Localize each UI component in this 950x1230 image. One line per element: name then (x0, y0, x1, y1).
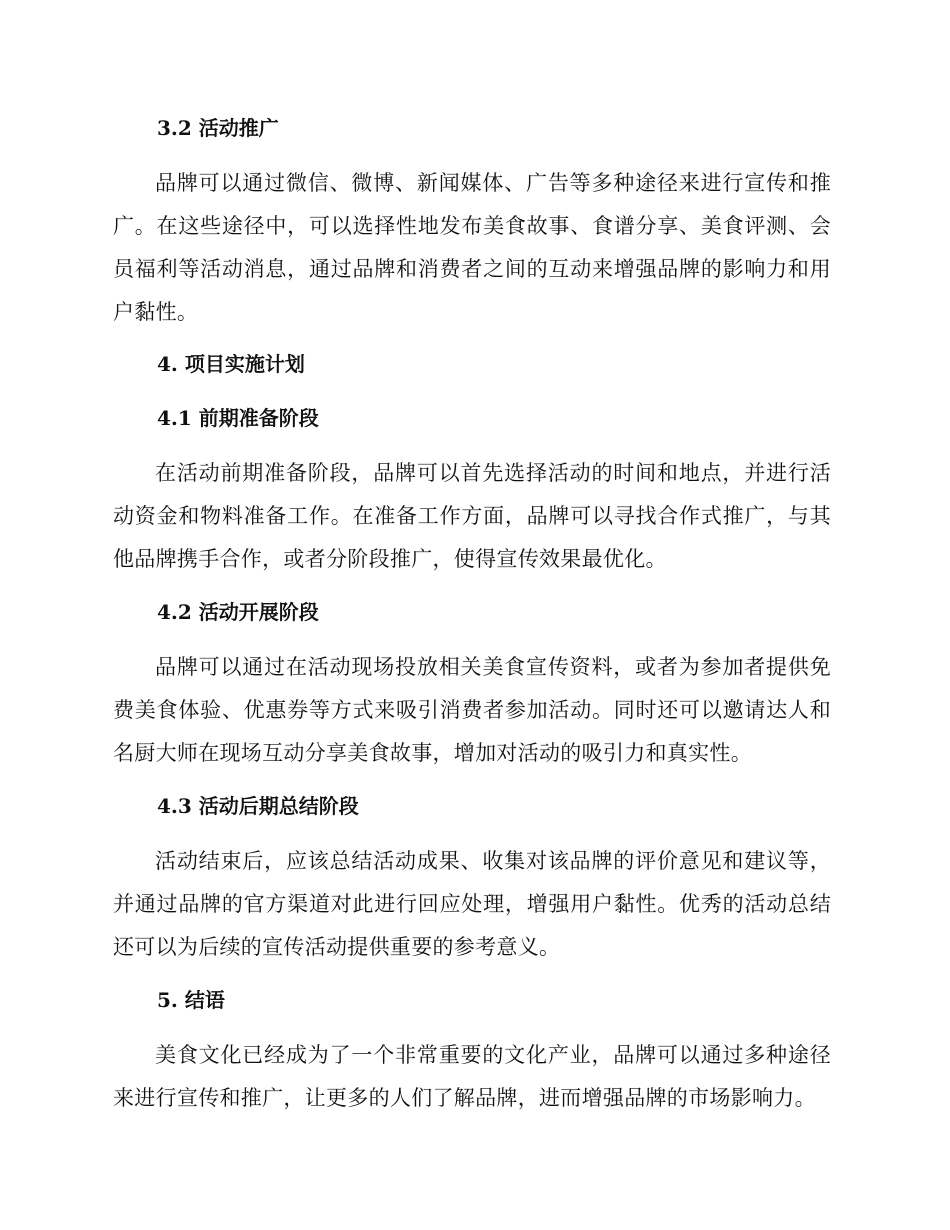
section-4-3-body: 活动结束后，应该总结活动成果、收集对该品牌的评价意见和建议等，并通过品牌的官方渠道对此进行回应处理，增强用户黏性。优秀的活动总结还可以为后续的宣传活动提供重要的参考意义。 (113, 849, 831, 959)
section-3-2-heading: 3.2 活动推广 (157, 116, 279, 140)
section-4-2-heading: 4.2 活动开展阶段 (157, 600, 319, 624)
section-4-2-body: 品牌可以通过在活动现场投放相关美食宣传资料，或者为参加者提供免费美食体验、优惠券等方式来吸引消费者参加活动。同时还可以邀请达人和名厨大师在现场互动分享美食故事，增加对活动的吸引力和真实性。 (113, 655, 831, 765)
section-3-2-body: 品牌可以通过微信、微博、新闻媒体、广告等多种途径来进行宣传和推广。在这些途径中，可以选择性地发布美食故事、食谱分享、美食评测、会员福利等活动消息，通过品牌和消费者之间的互动来增强品牌的影响力和用户黏性。 (113, 171, 831, 324)
section-4-1-heading: 4.1 前期准备阶段 (157, 406, 319, 430)
section-5-heading: 5. 结语 (157, 988, 225, 1012)
section-5-body: 美食文化已经成为了一个非常重要的文化产业，品牌可以通过多种途径来进行宣传和推广，让更多的人们了解品牌，进而增强品牌的市场影响力。 (113, 1043, 831, 1110)
section-4-1-body: 在活动前期准备阶段，品牌可以首先选择活动的时间和地点，并进行活动资金和物料准备工作。在准备工作方面，品牌可以寻找合作式推广，与其他品牌携手合作，或者分阶段推广，使得宣传效果最优化。 (113, 461, 831, 571)
section-4-heading: 4. 项目实施计划 (157, 352, 305, 376)
section-4-3-heading: 4.3 活动后期总结阶段 (157, 794, 359, 818)
